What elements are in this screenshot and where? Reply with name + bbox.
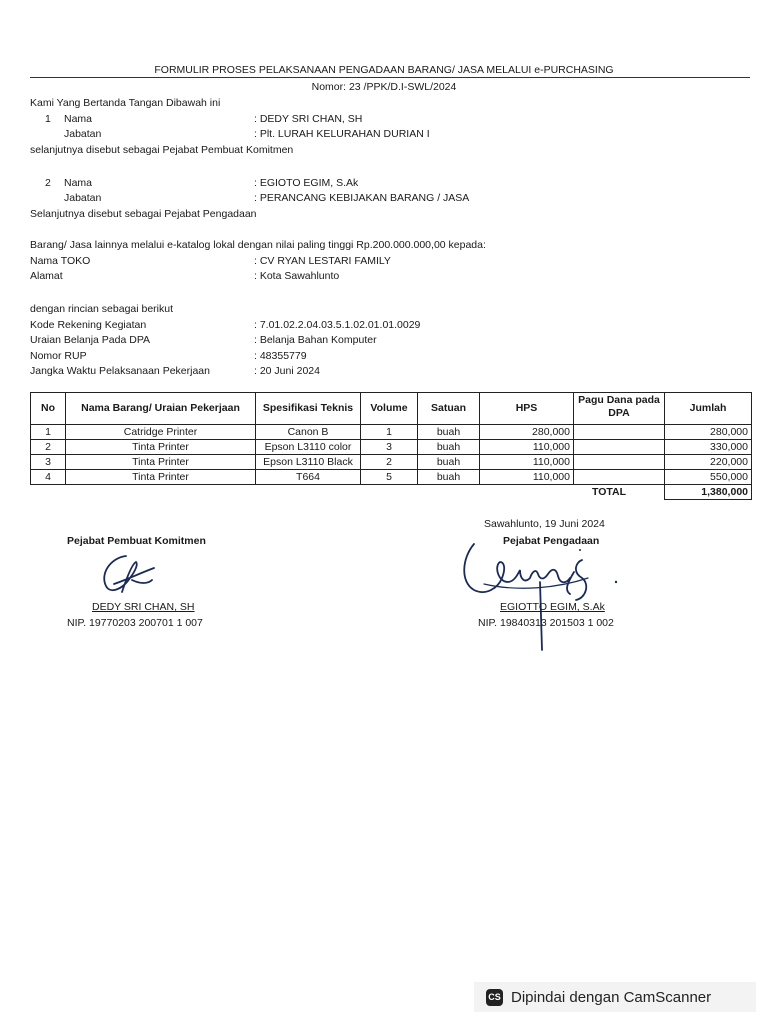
right-signature <box>458 538 628 653</box>
toko-value: : CV RYAN LESTARI FAMILY <box>254 255 391 267</box>
camscanner-icon: CS <box>486 989 503 1006</box>
rup-value: : 48355779 <box>254 350 307 362</box>
row-satuan: buah <box>418 455 480 470</box>
row-jumlah: 280,000 <box>665 425 752 440</box>
party1-number: 1 <box>45 113 51 125</box>
row-jumlah: 220,000 <box>665 455 752 470</box>
party1-note: selanjutnya disebut sebagai Pejabat Pembuat Komitmen <box>30 144 294 156</box>
document-title: FORMULIR PROSES PELAKSANAAN PENGADAAN BARANG/ JASA MELALUI e-PURCHASING <box>154 64 614 76</box>
right-signer-title: Pejabat Pengadaan <box>503 535 600 547</box>
row-no: 2 <box>31 440 66 455</box>
document-number: Nomor: 23 /PPK/D.I-SWL/2024 <box>311 81 457 93</box>
row-volume: 3 <box>361 440 418 455</box>
party2-note: Selanjutnya disebut sebagai Pejabat Pengadaan <box>30 208 257 220</box>
row-pagu <box>574 455 665 470</box>
rup-label: Nomor RUP <box>30 350 87 362</box>
uraian-value: : Belanja Bahan Komputer <box>254 334 377 346</box>
alamat-label: Alamat <box>30 270 63 282</box>
table-row <box>31 425 752 440</box>
row-volume: 5 <box>361 470 418 485</box>
header-nama: Nama Barang/ Uraian Pekerjaan <box>66 393 256 425</box>
party2-jabatan-value: : PERANCANG KEBIJAKAN BARANG / JASA <box>254 192 470 204</box>
left-signer-title: Pejabat Pembuat Komitmen <box>67 535 206 547</box>
kode-value: : 7.01.02.2.04.03.5.1.02.01.01.0029 <box>254 319 421 331</box>
jangka-label: Jangka Waktu Pelaksanaan Pekerjaan <box>30 365 210 377</box>
uraian-label: Uraian Belanja Pada DPA <box>30 334 151 346</box>
row-nama: Tinta Printer <box>66 470 256 485</box>
kode-label: Kode Rekening Kegiatan <box>30 319 147 331</box>
katalog-line: Barang/ Jasa lainnya melalui e-katalog lokal dengan nilai paling tinggi Rp.200.000.000,00 kepada: <box>30 239 486 251</box>
row-pagu <box>574 425 665 440</box>
camscanner-badge <box>474 982 756 1012</box>
row-spek: T664 <box>256 470 361 485</box>
row-satuan: buah <box>418 440 480 455</box>
header-no: No <box>31 393 66 425</box>
header-volume: Volume <box>361 393 418 425</box>
table-header-row <box>31 393 752 425</box>
left-signature <box>92 550 162 598</box>
left-signer-nip: NIP. 19770203 200701 1 007 <box>67 617 203 629</box>
party2-nama-value: : EGIOTO EGIM, S.Ak <box>254 177 359 189</box>
party1-jabatan-value: : Plt. LURAH KELURAHAN DURIAN I <box>254 128 430 140</box>
toko-label: Nama TOKO <box>30 255 91 267</box>
intro-text: Kami Yang Bertanda Tangan Dibawah ini <box>30 97 221 109</box>
row-volume: 1 <box>361 425 418 440</box>
items-table <box>30 392 752 500</box>
row-satuan: buah <box>418 425 480 440</box>
table-row <box>31 470 752 485</box>
row-pagu <box>574 470 665 485</box>
total-value: 1,380,000 <box>665 485 752 500</box>
camscanner-label: Dipindai dengan CamScanner <box>511 988 712 1006</box>
row-nama: Catridge Printer <box>66 425 256 440</box>
row-no: 4 <box>31 470 66 485</box>
left-signer-name: DEDY SRI CHAN, SH <box>92 601 195 613</box>
row-volume: 2 <box>361 455 418 470</box>
header-satuan: Satuan <box>418 393 480 425</box>
alamat-value: : Kota Sawahlunto <box>254 270 340 282</box>
table-row <box>31 440 752 455</box>
header-hps: HPS <box>480 393 574 425</box>
total-label: TOTAL <box>591 485 626 498</box>
party1-nama-label: Nama <box>64 113 93 125</box>
row-nama: Tinta Printer <box>66 440 256 455</box>
place-date: Sawahlunto, 19 Juni 2024 <box>484 518 605 530</box>
party2-nama-label: Nama <box>64 177 93 189</box>
right-signer-nip: NIP. 19840313 201503 1 002 <box>478 617 614 629</box>
title-divider <box>30 77 750 78</box>
row-spek: Epson L3110 color <box>256 440 361 455</box>
row-spek: Canon B <box>256 425 361 440</box>
row-hps: 110,000 <box>480 470 574 485</box>
right-signer-name: EGIOTTO EGIM, S.Ak <box>500 601 605 613</box>
row-hps: 110,000 <box>480 440 574 455</box>
rincian-intro: dengan rincian sebagai berikut <box>30 303 174 315</box>
row-spek: Epson L3110 Black <box>256 455 361 470</box>
row-nama: Tinta Printer <box>66 455 256 470</box>
header-pagu: Pagu Dana pada DPA <box>574 393 665 425</box>
party1-jabatan-label: Jabatan <box>64 128 102 140</box>
table-row <box>31 455 752 470</box>
header-jumlah: Jumlah <box>665 393 752 425</box>
row-satuan: buah <box>418 470 480 485</box>
header-spek: Spesifikasi Teknis <box>256 393 361 425</box>
party2-number: 2 <box>45 177 51 189</box>
row-hps: 110,000 <box>480 455 574 470</box>
row-jumlah: 550,000 <box>665 470 752 485</box>
row-no: 3 <box>31 455 66 470</box>
row-hps: 280,000 <box>480 425 574 440</box>
party2-jabatan-label: Jabatan <box>64 192 102 204</box>
row-no: 1 <box>31 425 66 440</box>
row-jumlah: 330,000 <box>665 440 752 455</box>
jangka-value: : 20 Juni 2024 <box>254 365 320 377</box>
party1-nama-value: : DEDY SRI CHAN, SH <box>254 113 363 125</box>
table-total-row <box>31 485 752 500</box>
row-pagu <box>574 440 665 455</box>
